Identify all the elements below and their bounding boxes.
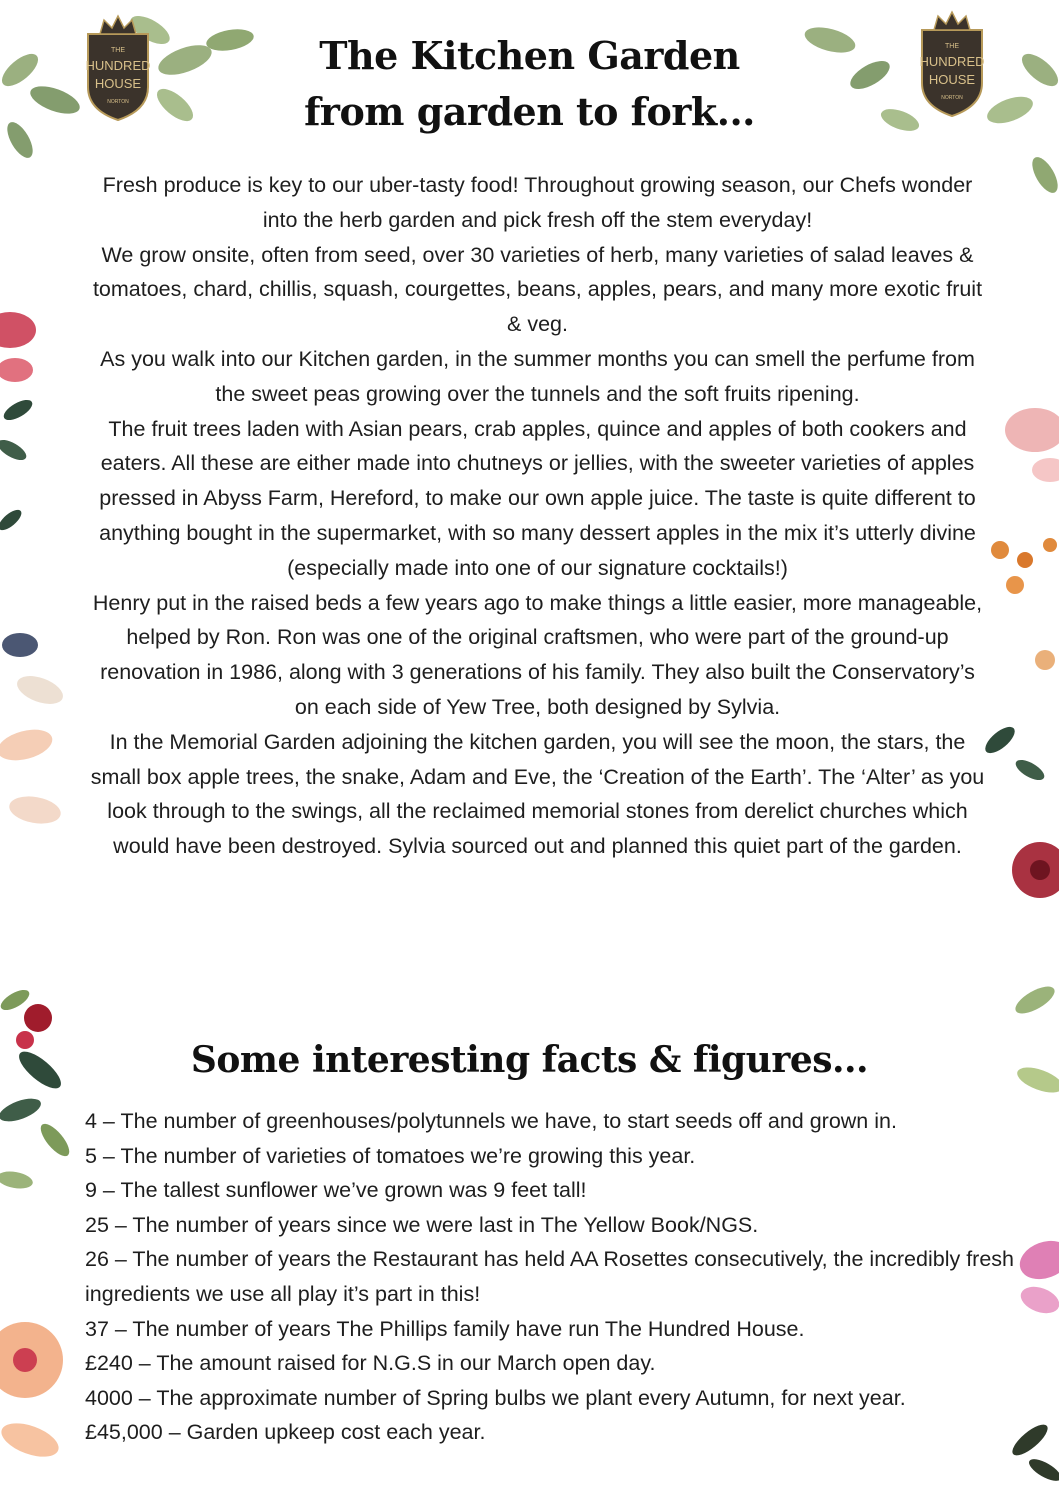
logo-text-house: HOUSE bbox=[928, 72, 976, 87]
facts-heading: Some interesting facts & figures... bbox=[190, 1039, 869, 1081]
intro-paragraph: Fresh produce is key to our uber-tasty food! Throughout growing season, our Chefs wonder into the herb garden and pick fresh off the stem everyday! bbox=[102, 173, 973, 232]
floral-left-edge bbox=[0, 312, 74, 1463]
intro-body bbox=[90, 168, 985, 864]
logo-text-the: THE bbox=[945, 43, 959, 50]
logo-text-norton: NORTON bbox=[941, 95, 963, 101]
fact-item: £45,000 – Garden upkeep cost each year. bbox=[85, 1420, 486, 1445]
intro-paragraph: We grow onsite, often from seed, over 30 varieties of herb, many varieties of salad leaves & tomatoes, chard, chillis, squash, courgettes, beans, apples, pears, and many more exotic fruit & veg. bbox=[92, 242, 983, 337]
page-title-line-2: from garden to fork... bbox=[304, 89, 755, 134]
fact-item: 9 – The tallest sunflower we’ve grown was 9 feet tall! bbox=[85, 1178, 587, 1203]
logo-text-hundred: HUNDRED bbox=[919, 54, 985, 69]
logo-text-the: THE bbox=[111, 47, 125, 54]
fact-item: 4000 – The approximate number of Spring bulbs we plant every Autumn, for next year. bbox=[85, 1385, 906, 1410]
fact-item: 26 – The number of years the Restaurant has held AA Rosettes consecutively, the incredibly fresh ingredients we use all play it’s part in this! bbox=[85, 1247, 1015, 1306]
logo-text-hundred: HUNDRED bbox=[85, 58, 151, 73]
logo-text-norton: NORTON bbox=[107, 99, 129, 105]
intro-paragraph: The fruit trees laden with Asian pears, crab apples, quince and apples of both cookers and eaters. All these are either made into chutneys or jellies, with the sweeter varieties of apples pressed in Abyss Farm, Hereford, to make our own apple juice. The taste is quite different to anything bought in the supermarket, with so many dessert apples in the mix it’s utterly divine (especially made into one of our signature cocktails!) bbox=[99, 416, 976, 580]
intro-paragraph: As you walk into our Kitchen garden, in the summer months you can smell the perfume from the sweet peas growing over the tunnels and the soft fruits ripening. bbox=[100, 346, 975, 406]
fact-item: 25 – The number of years since we were last in The Yellow Book/NGS. bbox=[85, 1212, 759, 1237]
facts-list bbox=[85, 1104, 1050, 1450]
fact-item: 37 – The number of years The Phillips family have run The Hundred House. bbox=[85, 1316, 805, 1341]
fact-item: £240 – The amount raised for N.G.S in our March open day. bbox=[85, 1351, 656, 1376]
logo-text-house: HOUSE bbox=[94, 76, 142, 91]
fact-item: 4 – The number of greenhouses/polytunnels we have, to start seeds off and grown in. bbox=[85, 1109, 897, 1133]
intro-paragraph: Henry put in the raised beds a few years ago to make things a little easier, more manageable, helped by Ron. Ron was one of the original craftsmen, who were part of the ground-up renovation in 1986, along with 3 generations of his family. They also built the Conservatory’s on each side of Yew Tree, both designed by Sylvia. bbox=[92, 590, 983, 719]
fact-item: 5 – The number of varieties of tomatoes we’re growing this year. bbox=[85, 1143, 696, 1168]
intro-paragraph: In the Memorial Garden adjoining the kitchen garden, you will see the moon, the stars, the small box apple trees, the snake, Adam and Eve, the ‘Creation of the Earth’. The ‘Alter’ as you look through to the swings, all the reclaimed memorial stones from derelict churches which would have been destroyed. Sylvia sourced out and planned this quiet part of the garden. bbox=[90, 729, 985, 859]
page-title-line-1: The Kitchen Garden bbox=[319, 33, 740, 78]
